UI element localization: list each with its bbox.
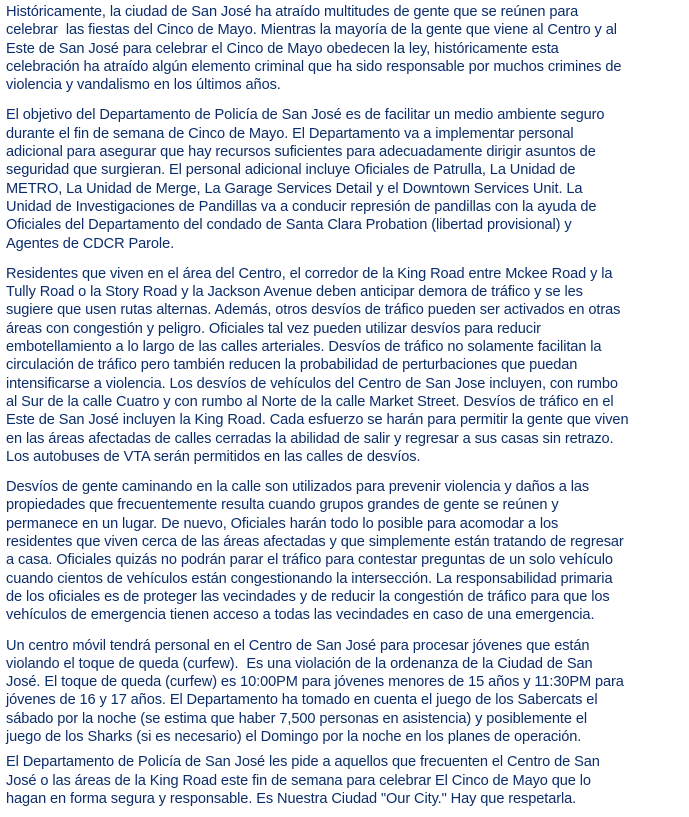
text-line: Agentes de CDCR Parole. [6,235,175,252]
text-line: El Departamento de Policía de San José les pide a aquellos que frecuenten el Centro de San [6,754,600,771]
text-line: áreas con congestión y peligro. Oficiales tal vez pueden utilizar desvíos para reducir [6,320,541,337]
text-line: Unidad de Investigaciones de Pandillas va a conducir represión de pandillas con la ayuda de [6,198,597,215]
paragraph-3 [6,265,689,466]
text-line: residentes que viven cerca de las áreas afectadas y que simplemente están tratando de regresar [6,534,624,551]
text-line: Este de San José incluyen la King Road. Cada esfuerzo se harán para permitir la gente que viven [6,412,629,429]
text-line: Un centro móvil tendrá personal en el Centro de San José para procesar jóvenes que están [6,637,590,654]
text-line: sábado por la noche (se estima que haber 7,500 personas en asistencia) y posiblemente el [6,710,587,727]
text-line: jóvenes de 16 y 17 años. El Departamento ha tomado en cuenta el juego de los Sabercats el [6,692,598,709]
text-line: Históricamente, la ciudad de San José ha atraído multitudes de gente que se reúnen para [6,4,579,20]
text-line: al Sur de la calle Cuatro y con rumbo al Norte de la calle Market Street. Desvíos de tráfico en el [6,393,614,410]
text-line: cuando cientos de vehículos están congestionando la intersección. La responsabilidad primaria [6,570,613,587]
text-line: Este de San José para celebrar el Cinco de Mayo obedecen la ley, históricamente esta [6,40,559,57]
paragraph-5 [6,637,689,747]
text-line: durante el fin de semana de Cinco de Mayo. El Departamento va a implementar personal [6,125,574,142]
text-line: Los autobuses de VTA serán permitidos en las calles de desvíos. [6,448,421,465]
text-line: hagan en forma segura y responsable. Es Nuestra Ciudad "Our City." Hay que respetarla. [6,790,577,807]
text-line: celebración ha atraído algún elemento criminal que ha sido responsable por muchos crimines de [6,58,622,75]
paragraph-1 [6,3,689,94]
text-line: circulación de tráfico pero también reducen la probabilidad de perturbaciones que puedan [6,357,578,374]
text-line: intensificarse a violencia. Los desvíos de vehículos del Centro de San Jose incluyen, con rumbo [6,375,618,392]
paragraph-2 [6,106,689,252]
paragraph-4 [6,478,689,624]
text-line: sugiere que usen rutas alternas. Además, otros desvíos de tráfico pueden ser activados en otras [6,302,621,319]
text-line: juego de los Sharks (si es necesario) el Domingo por la noche en los planes de operación. [6,728,582,745]
text-line: embotellamiento a lo largo de las calles arteriales. Desvíos de tráfico no solamente facilitan la [6,339,602,356]
text-line: en las áreas afectadas de calles cerradas la abilidad de salir y regresar a sus casas sin retrazo. [6,430,614,447]
text-line: propiedades que frecuentemente resulta cuando grupos grandes de gente se reúnen y [6,497,559,514]
text-line: de los oficiales es de proteger las vecindades y de reducir la congestión de tráfico para que los [6,588,610,605]
text-line: violencia y vandalismo en los últimos años. [6,77,281,94]
paragraph-6 [6,753,689,808]
text-line: Desvíos de gente caminando en la calle son utilizados para prevenir violencia y daños a las [6,479,590,496]
text-line: El objetivo del Departamento de Policía de San José es de facilitar un medio ambiente seguro [6,107,605,124]
text-line: permanece en un lugar. De nuevo, Oficiales harán todo lo posible para acomodar a los [6,515,559,532]
text-line: adicional para asegurar que hay recursos suficientes para adecuadamente dirigir asuntos de [6,144,596,161]
text-line: seguridad que surgieran. El personal adicional incluye Oficiales de Patrulla, La Unidad de [6,162,576,179]
text-line: a casa. Oficiales quizás no podrán parar el tráfico para contestar preguntas de un solo vehículo [6,552,613,569]
text-line: Tully Road o la Story Road y la Jackson Avenue deben anticipar demora de tráfico y se les [6,284,583,301]
text-line: José o las áreas de la King Road este fin de semana para celebrar El Cinco de Mayo que lo [6,772,591,789]
text-line: José. El toque de queda (curfew) es 10:00PM para jóvenes menores de 15 años y 11:30PM para [6,674,624,691]
text-line: Residentes que viven en el área del Centro, el corredor de la King Road entre Mckee Road y la [6,265,613,282]
text-line: violando el toque de queda (curfew). Es una violación de la ordenanza de la Ciudad de San [6,655,593,672]
text-line: vehículos de emergencia tienen acceso a todas las vecindades en caso de una emergencia. [6,607,595,624]
text-line: celebrar las fiestas del Cinco de Mayo. Mientras la mayoría de la gente que viene al Centro y al [6,22,617,39]
text-line: Oficiales del Departamento del condado de Santa Clara Probation (libertad provisional) y [6,217,572,234]
text-line: METRO, La Unidad de Merge, La Garage Services Detail y el Downtown Services Unit. La [6,180,583,197]
